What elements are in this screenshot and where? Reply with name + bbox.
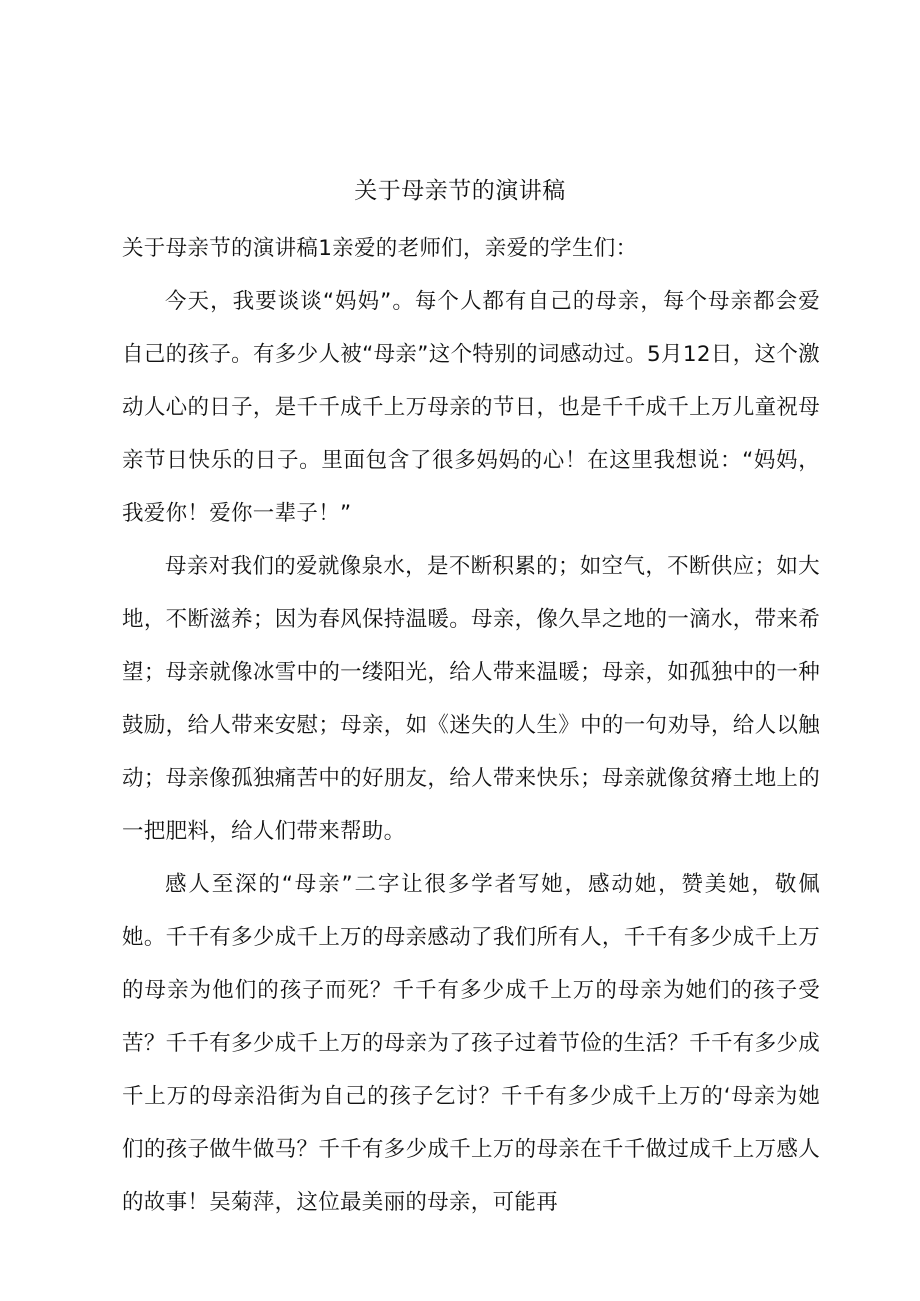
document-body: [122, 222, 820, 1229]
paragraph-3: 感人至深的“母亲”二字让很多学者写她，感动她，赞美她，敬佩她。千千有多少成千上万的母亲感动了我们所有人，千千有多少成千上万的母亲为他们的孩子而死？千千有多少成千上万的母亲为她们的孩子受苦？千千有多少成千上万的母亲为了孩子过着节俭的生活？千千有多少成千上万的母亲沿街为自己的孩子乞讨？千千有多少成千上万的‘母亲为她们的孩子做牛做马？千千有多少成千上万的母亲在千千做过成千上万感人的故事！吴菊萍，这位最美丽的母亲，可能再: [122, 872, 820, 1215]
document-title: 关于母亲节的演讲稿: [354, 178, 566, 204]
opening-line: 关于母亲节的演讲稿1亲爱的老师们，亲爱的学生们：: [122, 236, 638, 261]
paragraph-1: 今天，我要谈谈“妈妈”。每个人都有自己的母亲，每个母亲都会爱自己的孩子。有多少人被“母亲”这个特别的词感动过。5月12日，这个激动人心的日子，是千千成千上万母亲的节日，也是千千成千上万儿童祝母亲节日快乐的日子。里面包含了很多妈妈的心！在这里我想说：“妈妈，我爱你！爱你一辈子！”: [122, 289, 820, 526]
paragraph-2: 母亲对我们的爱就像泉水，是不断积累的；如空气，不断供应；如大地，不断滋养；因为春风保持温暖。母亲，像久旱之地的一滴水，带来希望；母亲就像冰雪中的一缕阳光，给人带来温暖；母亲，如孤独中的一种鼓励，给人带来安慰；母亲，如《迷失的人生》中的一句劝导，给人以触动；母亲像孤独痛苦中的好朋友，给人带来快乐；母亲就像贫瘠土地上的一把肥料，给人们带来帮助。: [122, 554, 820, 844]
